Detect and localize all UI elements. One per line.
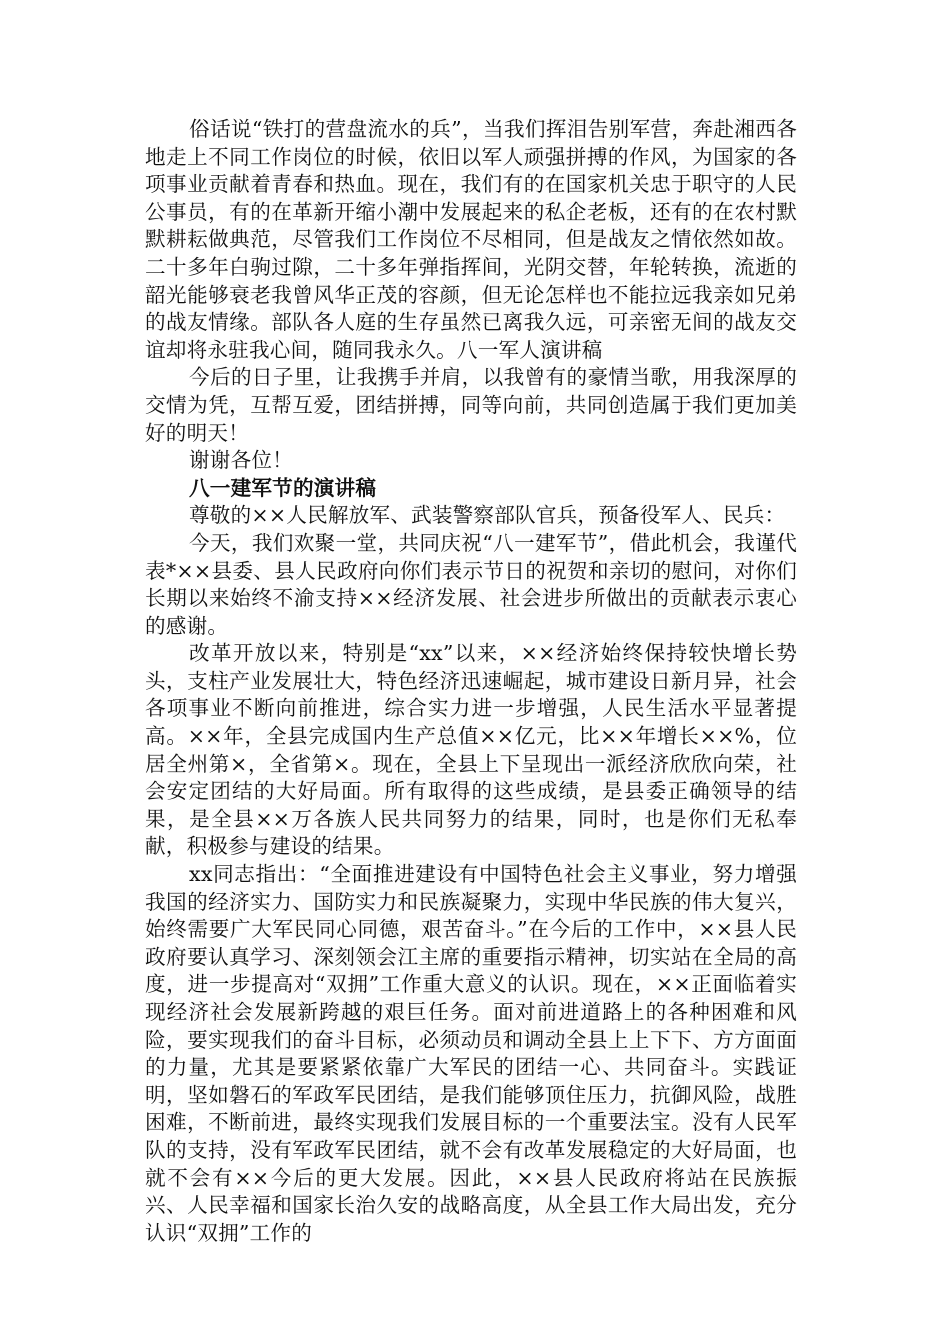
paragraph-reform: 改革开放以来，特别是“xx”以来，××经济始终保持较快增长势头，支柱产业发展壮大，特色经济迅速崛起，城市建设日新月异，社会各项事业不断向前推进，综合实力进一步增强，人民生活水平显著提高。××年，全县完成国内生产总值××亿元，比××年增长××%，位居全州第×，全省第×。现在，全县上下呈现出一派经济欣欣向荣，社会安定团结的大好局面。所有取得的这些成绩，是县委正确领导的结果，是全县××万各族人民共同努力的结果，同时，也是你们无私奉献，积极参与建设的结果。 <box>145 641 797 859</box>
document-page <box>145 116 797 1247</box>
paragraph-salutation: 尊敬的××人民解放军、武装警察部队官兵，预备役军人、民兵： <box>189 503 786 528</box>
paragraph-comrades: 俗话说“铁打的营盘流水的兵”，当我们挥泪告别军营，奔赴湘西各地走上不同工作岗位的时候，依旧以军人顽强拼搏的作风，为国家的各项事业贡献着青春和热血。现在，我们有的在国家机关忠于职守的人民公事员，有的在革新开缩小潮中发展起来的私企老板，还有的在农村默默耕耘做典范，尽管我们工作岗位不尽相同，但是战友之情依然如故。二十多年白驹过隙，二十多年弹指挥间，光阴交替，年轮转换，流逝的韶光能够衰老我曾风华正茂的容颜，但无论怎样也不能拉远我亲如兄弟的战友情缘。部队各人庭的生存虽然已离我久远，可亲密无间的战友交谊却将永驻我心间，随同我永久。八一军人演讲稿 <box>145 117 797 362</box>
paragraph-future: 今后的日子里，让我携手并肩，以我曾有的豪情当歌，用我深厚的交情为凭，互帮互爱，团结拼搏，同等向前，共同创造属于我们更加美好的明天！ <box>145 365 797 445</box>
paragraph-unity: xx同志指出：“全面推进建设有中国特色社会主义事业，努力增强我国的经济实力、国防实力和民族凝聚力，实现中华民族的伟大复兴，始终需要广大军民同心同德，艰苦奋斗。”在今后的工作中，××县人民政府要认真学习、深刻领会江主席的重要指示精神，切实站在全局的高度，进一步提高对“双拥”工作重大意义的认识。现在，××正面临着实现经济社会发展新跨越的艰巨任务。面对前进道路上的各种困难和风险，要实现我们的奋斗目标，必须动员和调动全县上上下下、方方面面的力量，尤其是要紧紧依靠广大军民的团结一心、共同奋斗。实践证明，坚如磐石的军政军民团结，是我们能够顶住压力，抗御风险，战胜困难，不断前进，最终实现我们发展目标的一个重要法宝。没有人民军队的支持，没有军政军民团结，就不会有改革发展稳定的大好局面，也就不会有××今后的更大发展。因此，××县人民政府将站在民族振兴、人民幸福和国家长治久安的战略高度，从全县工作大局出发，充分认识“双拥”工作的 <box>145 862 797 1245</box>
paragraph-thanks: 谢谢各位！ <box>189 448 293 473</box>
section-heading: 八一建军节的演讲稿 <box>189 475 377 500</box>
paragraph-greeting: 今天，我们欢聚一堂，共同庆祝“八一建军节”，借此机会，我谨代表*××县委、县人民政府向你们表示节日的祝贺和亲切的慰问，对你们长期以来始终不渝支持××经济发展、社会进步所做出的贡献表示衷心的感谢。 <box>145 530 797 638</box>
